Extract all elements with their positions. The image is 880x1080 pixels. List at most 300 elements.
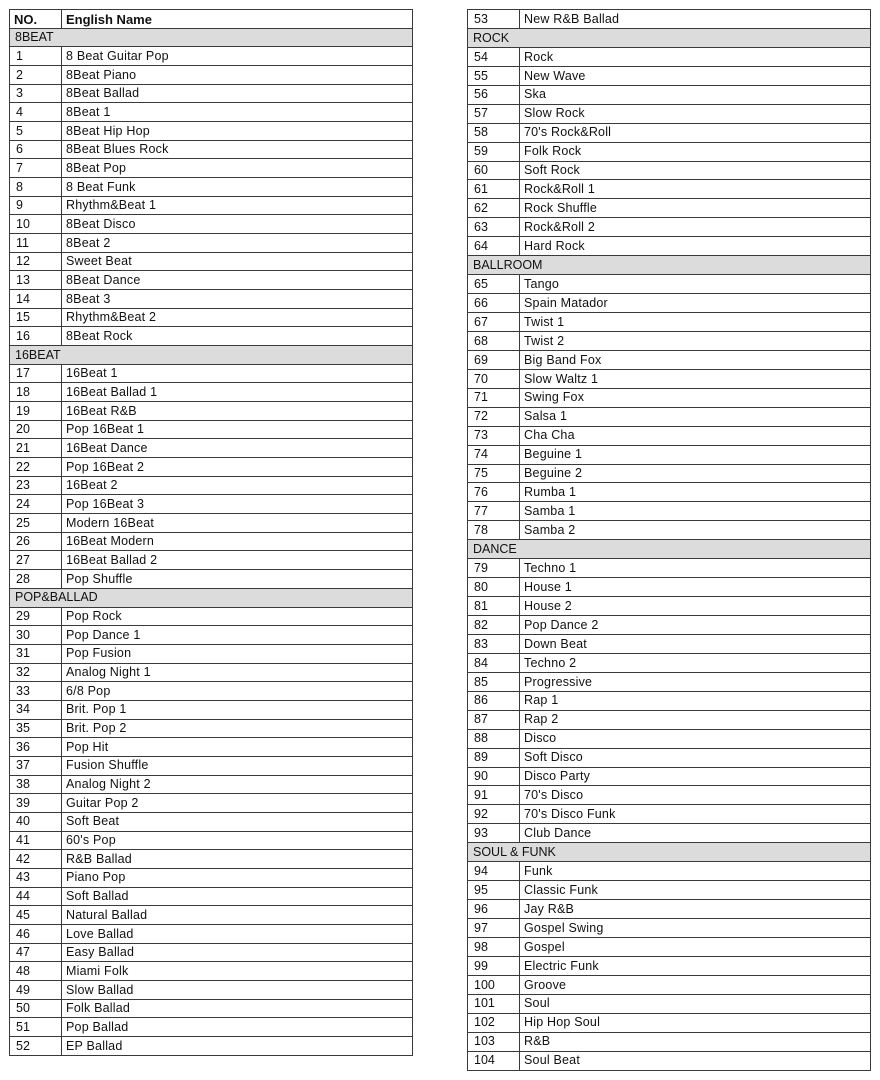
table-row — [10, 682, 413, 701]
rhythm-name: Love Ballad — [62, 924, 413, 943]
table-row — [10, 626, 413, 645]
rhythm-number: 67 — [468, 313, 520, 332]
rhythm-number: 7 — [10, 159, 62, 178]
rhythm-name: Pop 16Beat 2 — [62, 458, 413, 477]
rhythm-number: 93 — [468, 824, 520, 843]
table-row — [10, 570, 413, 589]
rhythm-name: Ska — [520, 85, 871, 104]
category-label: SOUL & FUNK — [468, 843, 871, 862]
rhythm-name: Rhythm&Beat 2 — [62, 308, 413, 327]
table-row — [468, 502, 871, 521]
rhythm-number: 82 — [468, 616, 520, 635]
rhythm-name: R&B Ballad — [62, 850, 413, 869]
category-label: ROCK — [468, 28, 871, 47]
rhythm-number: 4 — [10, 103, 62, 122]
column-header-no: NO. — [10, 10, 62, 29]
table-row — [10, 775, 413, 794]
table-row — [468, 85, 871, 104]
rhythm-name: Funk — [520, 862, 871, 881]
table-row — [10, 420, 413, 439]
category-row — [10, 28, 413, 47]
table-row — [468, 161, 871, 180]
rhythm-name: Classic Funk — [520, 881, 871, 900]
rhythm-name: Hard Rock — [520, 237, 871, 256]
rhythm-number: 6 — [10, 140, 62, 159]
rhythm-name: Rap 2 — [520, 710, 871, 729]
rhythm-number: 85 — [468, 672, 520, 691]
table-header-row — [10, 10, 413, 29]
category-row — [468, 843, 871, 862]
rhythm-name: 8Beat Disco — [62, 215, 413, 234]
rhythm-name: 8Beat Dance — [62, 271, 413, 290]
rhythm-name: Salsa 1 — [520, 407, 871, 426]
rhythm-name: EP Ballad — [62, 1036, 413, 1055]
table-row — [468, 956, 871, 975]
table-row — [468, 104, 871, 123]
table-row — [468, 47, 871, 66]
rhythm-number: 20 — [10, 420, 62, 439]
table-row — [10, 196, 413, 215]
table-row — [10, 607, 413, 626]
rhythm-name: 8Beat Ballad — [62, 84, 413, 103]
rhythm-name: New R&B Ballad — [520, 10, 871, 29]
table-row — [10, 999, 413, 1018]
table-row — [10, 794, 413, 813]
rhythm-name: Analog Night 2 — [62, 775, 413, 794]
table-row — [468, 237, 871, 256]
table-row — [468, 369, 871, 388]
rhythm-name: 70's Disco Funk — [520, 805, 871, 824]
rhythm-name: 8Beat Blues Rock — [62, 140, 413, 159]
table-row — [10, 215, 413, 234]
table-row — [468, 407, 871, 426]
rhythm-number: 99 — [468, 956, 520, 975]
table-row — [10, 234, 413, 253]
rhythm-number: 53 — [468, 10, 520, 29]
table-row — [10, 514, 413, 533]
rhythm-name: House 1 — [520, 578, 871, 597]
rhythm-name: Groove — [520, 975, 871, 994]
table-row — [468, 142, 871, 161]
rhythm-name: Pop Dance 2 — [520, 616, 871, 635]
category-row — [468, 28, 871, 47]
rhythm-name: Miami Folk — [62, 962, 413, 981]
table-row — [468, 464, 871, 483]
table-row — [468, 919, 871, 938]
table-row — [468, 634, 871, 653]
rhythm-name: Guitar Pop 2 — [62, 794, 413, 813]
rhythm-name: 6/8 Pop — [62, 682, 413, 701]
rhythm-name: Tango — [520, 275, 871, 294]
rhythm-name: Pop 16Beat 3 — [62, 495, 413, 514]
table-row — [10, 738, 413, 757]
rhythm-name: Spain Matador — [520, 294, 871, 313]
rhythm-name: Pop Ballad — [62, 1018, 413, 1037]
rhythm-name: Samba 2 — [520, 521, 871, 540]
rhythm-name: Progressive — [520, 672, 871, 691]
rhythm-name: Hip Hop Soul — [520, 1013, 871, 1032]
rhythm-number: 62 — [468, 199, 520, 218]
rhythm-name: 8 Beat Guitar Pop — [62, 47, 413, 66]
rhythm-number: 61 — [468, 180, 520, 199]
rhythm-number: 45 — [10, 906, 62, 925]
table-row — [10, 887, 413, 906]
rhythm-number: 27 — [10, 551, 62, 570]
rhythm-name: Sweet Beat — [62, 252, 413, 271]
table-row — [468, 180, 871, 199]
table-row — [10, 364, 413, 383]
rhythm-name: Rumba 1 — [520, 483, 871, 502]
table-row — [468, 483, 871, 502]
rhythm-name: 70's Rock&Roll — [520, 123, 871, 142]
rhythm-number: 31 — [10, 644, 62, 663]
table-row — [10, 663, 413, 682]
table-row — [10, 327, 413, 346]
rhythm-number: 51 — [10, 1018, 62, 1037]
rhythm-number: 95 — [468, 881, 520, 900]
rhythm-number: 21 — [10, 439, 62, 458]
rhythm-name: 8Beat Hip Hop — [62, 122, 413, 141]
table-row — [10, 906, 413, 925]
table-row — [468, 218, 871, 237]
category-row — [468, 540, 871, 559]
rhythm-name: Soul Beat — [520, 1051, 871, 1070]
rhythm-number: 65 — [468, 275, 520, 294]
table-row — [468, 597, 871, 616]
rhythm-number: 103 — [468, 1032, 520, 1051]
table-row — [10, 644, 413, 663]
rhythm-number: 101 — [468, 994, 520, 1013]
rhythm-name: Natural Ballad — [62, 906, 413, 925]
table-row — [468, 578, 871, 597]
rhythm-number: 69 — [468, 350, 520, 369]
rhythm-number: 86 — [468, 691, 520, 710]
table-row — [468, 805, 871, 824]
rhythm-number: 55 — [468, 66, 520, 85]
rhythm-name: Folk Rock — [520, 142, 871, 161]
rhythm-number: 19 — [10, 402, 62, 421]
rhythm-name: 16Beat Ballad 1 — [62, 383, 413, 402]
category-label: 16BEAT — [10, 346, 413, 365]
rhythm-number: 71 — [468, 388, 520, 407]
rhythm-number: 58 — [468, 123, 520, 142]
right-table-body — [468, 10, 871, 1071]
table-row — [10, 551, 413, 570]
rhythm-number: 70 — [468, 369, 520, 388]
rhythm-number: 42 — [10, 850, 62, 869]
rhythm-name: 8Beat Pop — [62, 159, 413, 178]
rhythm-number: 78 — [468, 521, 520, 540]
table-row — [468, 559, 871, 578]
rhythm-name: Down Beat — [520, 634, 871, 653]
rhythm-number: 88 — [468, 729, 520, 748]
table-row — [468, 521, 871, 540]
rhythm-number: 74 — [468, 445, 520, 464]
rhythm-number: 32 — [10, 663, 62, 682]
rhythm-name: House 2 — [520, 597, 871, 616]
rhythm-name: Techno 1 — [520, 559, 871, 578]
rhythm-name: 16Beat Ballad 2 — [62, 551, 413, 570]
table-row — [10, 495, 413, 514]
rhythm-name: Disco — [520, 729, 871, 748]
table-row — [468, 653, 871, 672]
rhythm-number: 76 — [468, 483, 520, 502]
table-row — [10, 402, 413, 421]
table-row — [10, 476, 413, 495]
table-row — [10, 700, 413, 719]
rhythm-number: 47 — [10, 943, 62, 962]
rhythm-number: 83 — [468, 634, 520, 653]
rhythm-number: 5 — [10, 122, 62, 141]
rhythm-number: 37 — [10, 756, 62, 775]
rhythm-number: 16 — [10, 327, 62, 346]
rhythm-name: Rock&Roll 2 — [520, 218, 871, 237]
category-label: 8BEAT — [10, 28, 413, 47]
rhythm-name: 8Beat 3 — [62, 290, 413, 309]
table-row — [10, 271, 413, 290]
rhythm-name: Gospel — [520, 937, 871, 956]
table-row — [468, 824, 871, 843]
table-row — [10, 66, 413, 85]
table-row — [468, 445, 871, 464]
table-row — [10, 868, 413, 887]
rhythm-number: 36 — [10, 738, 62, 757]
rhythm-number: 35 — [10, 719, 62, 738]
table-row — [468, 275, 871, 294]
rhythm-name: Beguine 2 — [520, 464, 871, 483]
rhythm-name: Slow Rock — [520, 104, 871, 123]
table-row — [10, 756, 413, 775]
category-row — [10, 588, 413, 607]
table-row — [468, 123, 871, 142]
rhythm-name: Club Dance — [520, 824, 871, 843]
table-row — [10, 103, 413, 122]
rhythm-number: 72 — [468, 407, 520, 426]
rhythm-name: Soft Ballad — [62, 887, 413, 906]
table-row — [10, 383, 413, 402]
rhythm-number: 9 — [10, 196, 62, 215]
rhythm-number: 90 — [468, 767, 520, 786]
rhythm-name: Big Band Fox — [520, 350, 871, 369]
rhythm-name: Brit. Pop 2 — [62, 719, 413, 738]
table-row — [468, 10, 871, 29]
table-row — [10, 122, 413, 141]
rhythm-name: Swing Fox — [520, 388, 871, 407]
rhythm-name: Pop Hit — [62, 738, 413, 757]
rhythm-name: Soft Rock — [520, 161, 871, 180]
rhythm-name: Folk Ballad — [62, 999, 413, 1018]
rhythm-number: 13 — [10, 271, 62, 290]
rhythm-number: 23 — [10, 476, 62, 495]
table-row — [10, 1018, 413, 1037]
rhythm-number: 12 — [10, 252, 62, 271]
rhythm-name: Rock — [520, 47, 871, 66]
rhythm-name: 8Beat 1 — [62, 103, 413, 122]
table-row — [10, 943, 413, 962]
table-row — [468, 748, 871, 767]
table-row — [468, 1032, 871, 1051]
rhythm-number: 104 — [468, 1051, 520, 1070]
category-label: POP&BALLAD — [10, 588, 413, 607]
table-row — [468, 426, 871, 445]
rhythm-number: 1 — [10, 47, 62, 66]
rhythm-name: Gospel Swing — [520, 919, 871, 938]
table-row — [10, 719, 413, 738]
table-row — [468, 350, 871, 369]
rhythm-number: 43 — [10, 868, 62, 887]
rhythm-number: 15 — [10, 308, 62, 327]
rhythm-name: Pop Fusion — [62, 644, 413, 663]
rhythm-number: 57 — [468, 104, 520, 123]
table-row — [10, 831, 413, 850]
rhythm-number: 60 — [468, 161, 520, 180]
table-row — [10, 178, 413, 197]
table-row — [10, 308, 413, 327]
rhythm-name: Brit. Pop 1 — [62, 700, 413, 719]
rhythm-name: Soul — [520, 994, 871, 1013]
rhythm-number: 92 — [468, 805, 520, 824]
rhythm-number: 50 — [10, 999, 62, 1018]
category-label: DANCE — [468, 540, 871, 559]
table-row — [468, 691, 871, 710]
rhythm-number: 91 — [468, 786, 520, 805]
rhythm-name: 8 Beat Funk — [62, 178, 413, 197]
rhythm-name: Fusion Shuffle — [62, 756, 413, 775]
table-row — [468, 862, 871, 881]
rhythm-number: 44 — [10, 887, 62, 906]
rhythm-name: Slow Ballad — [62, 980, 413, 999]
rhythm-number: 79 — [468, 559, 520, 578]
rhythm-number: 66 — [468, 294, 520, 313]
rhythm-name: Pop Shuffle — [62, 570, 413, 589]
table-row — [468, 710, 871, 729]
rhythm-number: 56 — [468, 85, 520, 104]
column-header-english-name: English Name — [62, 10, 413, 29]
table-row — [10, 980, 413, 999]
rhythm-number: 40 — [10, 812, 62, 831]
rhythm-number: 30 — [10, 626, 62, 645]
rhythm-name: Soft Beat — [62, 812, 413, 831]
table-row — [468, 331, 871, 350]
table-row — [468, 66, 871, 85]
rhythm-number: 18 — [10, 383, 62, 402]
rhythm-number: 22 — [10, 458, 62, 477]
rhythm-name: Jay R&B — [520, 900, 871, 919]
rhythm-name: Rock&Roll 1 — [520, 180, 871, 199]
rhythm-name: Rap 1 — [520, 691, 871, 710]
rhythm-name: 8Beat 2 — [62, 234, 413, 253]
rhythm-number: 2 — [10, 66, 62, 85]
rhythm-number: 48 — [10, 962, 62, 981]
table-row — [10, 140, 413, 159]
rhythm-name: Beguine 1 — [520, 445, 871, 464]
rhythm-name: Twist 1 — [520, 313, 871, 332]
rhythm-number: 100 — [468, 975, 520, 994]
rhythm-name: Cha Cha — [520, 426, 871, 445]
table-row — [468, 881, 871, 900]
rhythm-name: 16Beat 1 — [62, 364, 413, 383]
rhythm-number: 10 — [10, 215, 62, 234]
table-row — [10, 47, 413, 66]
rhythm-name: 70's Disco — [520, 786, 871, 805]
rhythm-number: 11 — [10, 234, 62, 253]
table-row — [468, 900, 871, 919]
rhythm-number: 80 — [468, 578, 520, 597]
rhythm-number: 52 — [10, 1036, 62, 1055]
rhythm-number: 81 — [468, 597, 520, 616]
rhythm-name: Rhythm&Beat 1 — [62, 196, 413, 215]
rhythm-name: Soft Disco — [520, 748, 871, 767]
table-row — [10, 962, 413, 981]
rhythm-number: 24 — [10, 495, 62, 514]
table-row — [468, 1013, 871, 1032]
table-row — [468, 786, 871, 805]
rhythm-number: 59 — [468, 142, 520, 161]
rhythm-name: Slow Waltz 1 — [520, 369, 871, 388]
rhythm-name: 8Beat Piano — [62, 66, 413, 85]
rhythm-number: 97 — [468, 919, 520, 938]
rhythm-name: Easy Ballad — [62, 943, 413, 962]
table-row — [10, 159, 413, 178]
table-row — [10, 532, 413, 551]
rhythm-name: New Wave — [520, 66, 871, 85]
rhythm-name: 16Beat Modern — [62, 532, 413, 551]
rhythm-name: 60's Pop — [62, 831, 413, 850]
rhythm-number: 87 — [468, 710, 520, 729]
table-row — [468, 767, 871, 786]
rhythm-table-left — [9, 9, 413, 1056]
category-row — [468, 256, 871, 275]
rhythm-name: Modern 16Beat — [62, 514, 413, 533]
rhythm-name: Pop Rock — [62, 607, 413, 626]
rhythm-number: 73 — [468, 426, 520, 445]
rhythm-number: 8 — [10, 178, 62, 197]
rhythm-name: Analog Night 1 — [62, 663, 413, 682]
table-row — [468, 1051, 871, 1070]
table-row — [10, 439, 413, 458]
rhythm-name: Techno 2 — [520, 653, 871, 672]
rhythm-number: 102 — [468, 1013, 520, 1032]
rhythm-name: R&B — [520, 1032, 871, 1051]
table-row — [468, 313, 871, 332]
table-row — [10, 1036, 413, 1055]
rhythm-name: 16Beat Dance — [62, 439, 413, 458]
table-row — [468, 294, 871, 313]
rhythm-name: Pop 16Beat 1 — [62, 420, 413, 439]
table-row — [468, 937, 871, 956]
rhythm-number: 46 — [10, 924, 62, 943]
rhythm-table-right — [467, 9, 871, 1071]
rhythm-number: 77 — [468, 502, 520, 521]
rhythm-name: Pop Dance 1 — [62, 626, 413, 645]
left-table-body — [10, 28, 413, 1055]
rhythm-number: 41 — [10, 831, 62, 850]
rhythm-name: 8Beat Rock — [62, 327, 413, 346]
rhythm-name: Twist 2 — [520, 331, 871, 350]
table-row — [10, 252, 413, 271]
table-row — [468, 975, 871, 994]
table-row — [10, 850, 413, 869]
rhythm-number: 75 — [468, 464, 520, 483]
rhythm-name: Disco Party — [520, 767, 871, 786]
rhythm-number: 3 — [10, 84, 62, 103]
rhythm-number: 29 — [10, 607, 62, 626]
table-row — [468, 199, 871, 218]
rhythm-number: 96 — [468, 900, 520, 919]
rhythm-number: 14 — [10, 290, 62, 309]
table-row — [10, 458, 413, 477]
table-row — [468, 994, 871, 1013]
